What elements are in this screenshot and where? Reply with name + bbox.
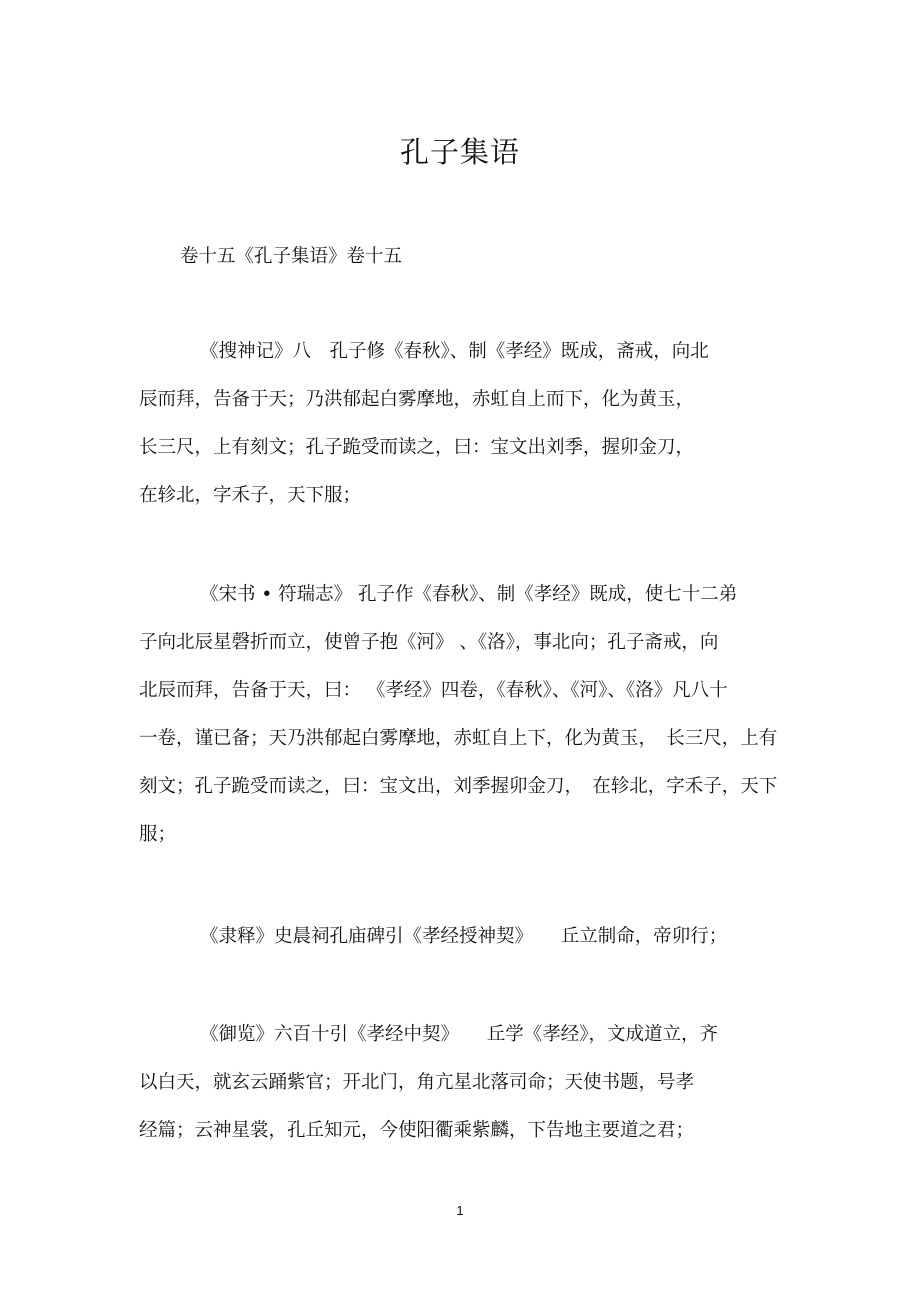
paragraph-line: 子向北辰星磬折而立，使曾子抱《河》 、《洛》，事北向；孔子斋戒，向 <box>139 632 719 653</box>
paragraph-line: 在轸北，字禾子，天下服； <box>139 485 362 506</box>
paragraph-line: 《宋书 • 符瑞志》 孔子作《春秋》、制《孝经》既成，使七十二弟 <box>200 584 738 605</box>
paragraph-line: 《御览》六百十引《孝经中契》 丘学《孝经》，文成道立，齐 <box>200 1024 719 1045</box>
paragraph-line: 北辰而拜，告备于天，曰： 《孝经》四卷，《春秋》、《河》、《洛》凡八十 <box>139 680 728 701</box>
paragraph-line: 经篇；云神星裳，孔丘知元，今使阳衢乘紫麟，下告地主要道之君； <box>139 1120 695 1141</box>
paragraph-line: 《搜神记》八 孔子修《春秋》、制《孝经》既成，斋戒，向北 <box>200 341 709 362</box>
volume-heading: 卷十五《孔子集语》卷十五 <box>180 246 403 267</box>
page-number: 1 <box>456 1203 464 1218</box>
paragraph-line: 长三尺，上有刻文；孔子跪受而读之，曰：宝文出刘季，握卯金刀， <box>139 437 695 458</box>
paragraph-line: 刻文；孔子跪受而读之，曰：宝文出，刘季握卯金刀， 在轸北，字禾子，天下 <box>139 776 778 797</box>
document-title: 孔子集语 <box>399 135 520 169</box>
paragraph-line: 《隶释》史晨祠孔庙碑引《孝经授神契》 丘立制命，帝卯行； <box>200 926 728 947</box>
paragraph-line: 以白天，就玄云踊紫官；开北门，角亢星北落司命；天使书题，号孝 <box>139 1072 695 1093</box>
paragraph-line: 服； <box>139 824 177 845</box>
paragraph-line: 辰而拜，告备于天；乃洪郁起白雾摩地，赤虹自上而下，化为黄玉， <box>139 389 695 410</box>
paragraph-line: 一卷，谨已备；天乃洪郁起白雾摩地，赤虹自上下，化为黄玉， 长三尺，上有 <box>139 728 778 749</box>
